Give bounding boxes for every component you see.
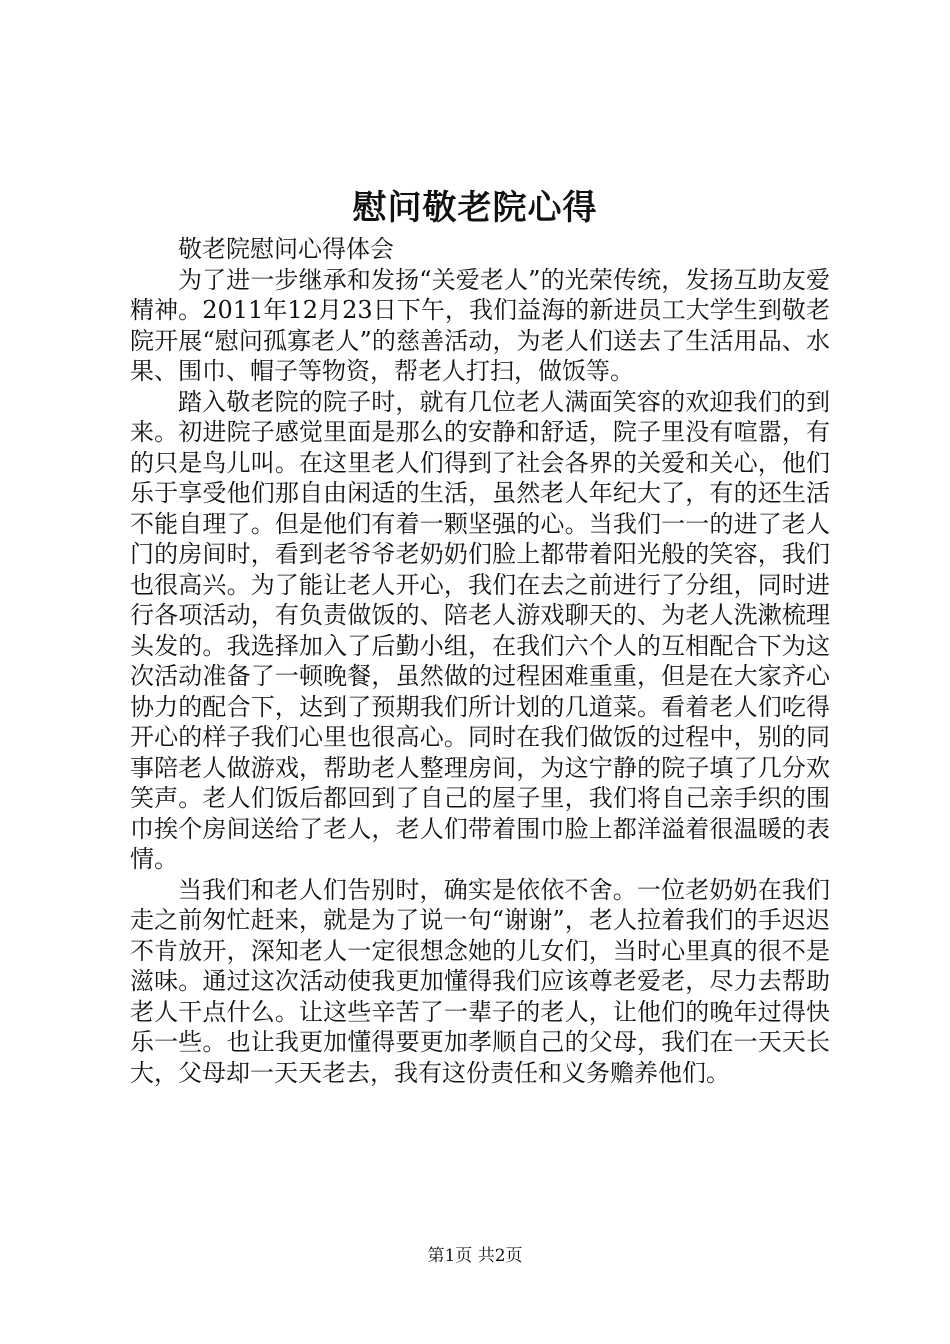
document-title: 慰问敬老院心得: [352, 188, 598, 228]
paragraph-1: 为了进一步继承和发扬“关爱老人”的光荣传统，发扬互助友爱精神。2011年12月23日下午，我们益海的新进员工大学生到敬老院开展“慰问孤寡老人”的慈善活动，为老人们送去了生活用品、水果、围巾、帽子等物资，帮老人打扫，做饭等。: [130, 265, 830, 385]
page-footer: 第1页 共2页: [427, 1246, 523, 1266]
document-body: [130, 234, 830, 1088]
paragraph-3: 当我们和老人们告别时，确实是依依不舍。一位老奶奶在我们走之前匆忙赶来，就是为了说一句“谢谢”，老人拉着我们的手迟迟不肯放开，深知老人一定很想念她的儿女们，当时心里真的很不是滋味。通过这次活动使我更加懂得我们应该尊老爱老，尽力去帮助老人干点什么。让这些辛苦了一辈子的老人，让他们的晚年过得快乐一些。也让我更加懂得要更加孝顺自己的父母，我们在一天天长大，父母却一天天老去，我有这份责任和义务赡养他们。: [130, 875, 830, 1087]
document-subtitle: 敬老院慰问心得体会: [178, 235, 394, 263]
paragraph-2: 踏入敬老院的院子时，就有几位老人满面笑容的欢迎我们的到来。初进院子感觉里面是那么的安静和舒适，院子里没有喧嚣，有的只是鸟儿叫。在这里老人们得到了社会各界的关爱和关心，他们乐于享受他们那自由闲适的生活，虽然老人年纪大了，有的还生活不能自理了。但是他们有着一颗坚强的心。当我们一一的进了老人门的房间时，看到老爷爷老奶奶们脸上都带着阳光般的笑容，我们也很高兴。为了能让老人开心，我们在去之前进行了分组，同时进行各项活动，有负责做饭的、陪老人游戏聊天的、为老人洗漱梳理头发的。我选择加入了后勤小组，在我们六个人的互相配合下为这次活动准备了一顿晚餐，虽然做的过程困难重重，但是在大家齐心协力的配合下，达到了预期我们所计划的几道菜。看着老人们吃得开心的样子我们心里也很高心。同时在我们做饭的过程中，别的同事陪老人做游戏，帮助老人整理房间，为这宁静的院子填了几分欢笑声。老人们饭后都回到了自己的屋子里，我们将自己亲手织的围巾挨个房间送给了老人，老人们带着围巾脸上都洋溢着很温暖的表情。: [130, 387, 830, 873]
